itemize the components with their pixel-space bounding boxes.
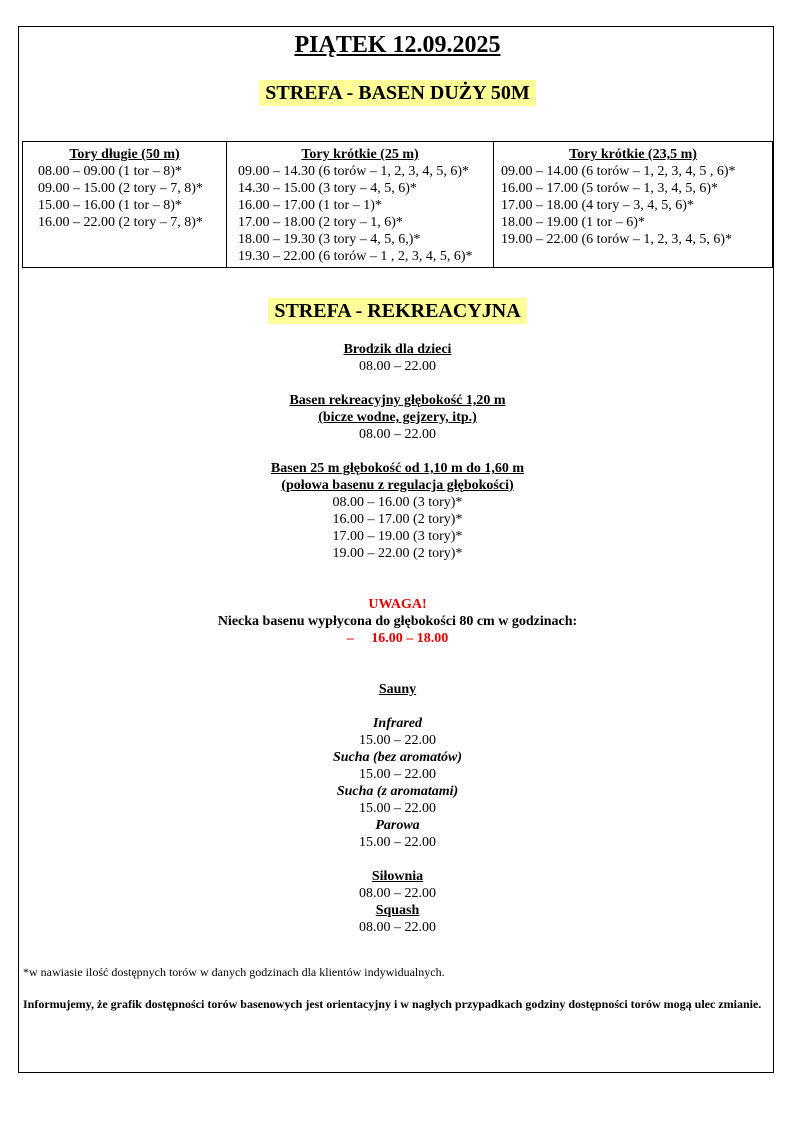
- short235-lane-line: 09.00 – 14.00 (6 torów – 1, 2, 3, 4, 5 , 6)*: [501, 164, 736, 179]
- sauna-hours: 15.00 – 22.00: [359, 733, 436, 748]
- pool25-hours: 19.00 – 22.00 (2 tory)*: [332, 546, 463, 561]
- long-lane-line: 08.00 – 09.00 (1 tor – 8)*: [38, 164, 182, 179]
- warning-hours-line: [0, 630, 795, 647]
- zone-big-pool-heading-wrap: [0, 80, 795, 106]
- short235-lane-line: 19.00 – 22.00 (6 torów – 1, 2, 3, 4, 5, 6)*: [501, 232, 732, 247]
- short25-lane-line: 16.00 – 17.00 (1 tor – 1)*: [238, 198, 382, 213]
- short235-lane-line: 18.00 – 19.00 (1 tor – 6)*: [501, 215, 645, 230]
- short25-lanes-header: Tory krótkie (25 m): [301, 147, 419, 162]
- saunas-title: Sauny: [378, 682, 417, 697]
- short25-lane-line: 14.30 – 15.00 (3 tory – 4, 5, 6)*: [238, 181, 417, 196]
- long-lane-line: 09.00 – 15.00 (2 tory – 7, 8)*: [38, 181, 203, 196]
- sauna-name: Sucha (z aromatami): [336, 784, 459, 799]
- squash-title: Squash: [375, 903, 420, 918]
- long-lanes-header: Tory długie (50 m): [69, 147, 180, 162]
- short25-lane-line: 19.30 – 22.00 (6 torów – 1 , 2, 3, 4, 5, 6)*: [238, 249, 473, 264]
- gym-title: Siłownia: [371, 869, 424, 884]
- warning-text: Niecka basenu wypłycona do głębokości 80 cm w godzinach:: [217, 614, 578, 629]
- short25-lane-line: 17.00 – 18.00 (2 tory – 1, 6)*: [238, 215, 403, 230]
- sauna-name: Sucha (bez aromatów): [332, 750, 463, 765]
- footnote: *w nawiasie ilość dostępnych torów w danych godzinach dla klientów indywidualnych.: [23, 965, 445, 979]
- sauna-name: Parowa: [375, 818, 420, 833]
- pool25-hours: 17.00 – 19.00 (3 tory)*: [332, 529, 463, 544]
- kids-pool-hours: 08.00 – 22.00: [359, 359, 436, 374]
- pool25-subtitle: (połowa basenu z regulacja głębokości): [281, 478, 514, 493]
- zone-big-pool-heading: STREFA - BASEN DUŻY 50M: [259, 80, 535, 106]
- pool25-title: Basen 25 m głębokość od 1,10 m do 1,60 m: [270, 461, 525, 476]
- short25-lane-line: 18.00 – 19.30 (3 tory – 4, 5, 6,)*: [238, 232, 421, 247]
- short235-lanes-header: Tory krótkie (23,5 m): [569, 147, 697, 162]
- lanes-table: [22, 141, 773, 268]
- rec-pool-hours: 08.00 – 22.00: [359, 427, 436, 442]
- sauna-hours: 15.00 – 22.00: [359, 835, 436, 850]
- rec-pool-title: Basen rekreacyjny głębokość 1,20 m: [289, 393, 506, 408]
- warning-label: UWAGA!: [368, 597, 427, 612]
- warning-dash: –: [346, 631, 354, 646]
- rec-pool-subtitle: (bicze wodne, gejzery, itp.): [318, 410, 477, 425]
- sauna-name: Infrared: [372, 716, 422, 731]
- sauna-hours: 15.00 – 22.00: [359, 801, 436, 816]
- pool25-hours: 16.00 – 17.00 (2 tory)*: [332, 512, 463, 527]
- short235-lanes-cell: [494, 142, 773, 268]
- long-lane-line: 15.00 – 16.00 (1 tor – 8)*: [38, 198, 182, 213]
- zone-recreation-heading-wrap: [0, 298, 795, 324]
- kids-pool-title: Brodzik dla dzieci: [343, 342, 452, 357]
- warning-hours: 16.00 – 18.00: [371, 631, 449, 646]
- short235-lane-line: 17.00 – 18.00 (4 tory – 3, 4, 5, 6)*: [501, 198, 694, 213]
- sauna-hours: 15.00 – 22.00: [359, 767, 436, 782]
- short25-lane-line: 09.00 – 14.30 (6 torów – 1, 2, 3, 4, 5, 6)*: [238, 164, 469, 179]
- gym-hours: 08.00 – 22.00: [359, 886, 436, 901]
- page-title: PIĄTEK 12.09.2025: [294, 32, 501, 58]
- short25-lanes-cell: [227, 142, 494, 268]
- lanes-row: [23, 142, 773, 268]
- info-note: Informujemy, że grafik dostępności torów basenowych jest orientacyjny i w nagłych przypadkach godziny dostępności torów mogą ulec zmianie.: [23, 997, 762, 1011]
- recreation-section: [0, 341, 795, 936]
- short235-lane-line: 16.00 – 17.00 (5 torów – 1, 3, 4, 5, 6)*: [501, 181, 718, 196]
- squash-hours: 08.00 – 22.00: [359, 920, 436, 935]
- long-lanes-cell: [23, 142, 227, 268]
- zone-recreation-heading: STREFA - REKREACYJNA: [268, 298, 526, 324]
- pool25-hours: 08.00 – 16.00 (3 tory)*: [332, 495, 463, 510]
- long-lane-line: 16.00 – 22.00 (2 tory – 7, 8)*: [38, 215, 203, 230]
